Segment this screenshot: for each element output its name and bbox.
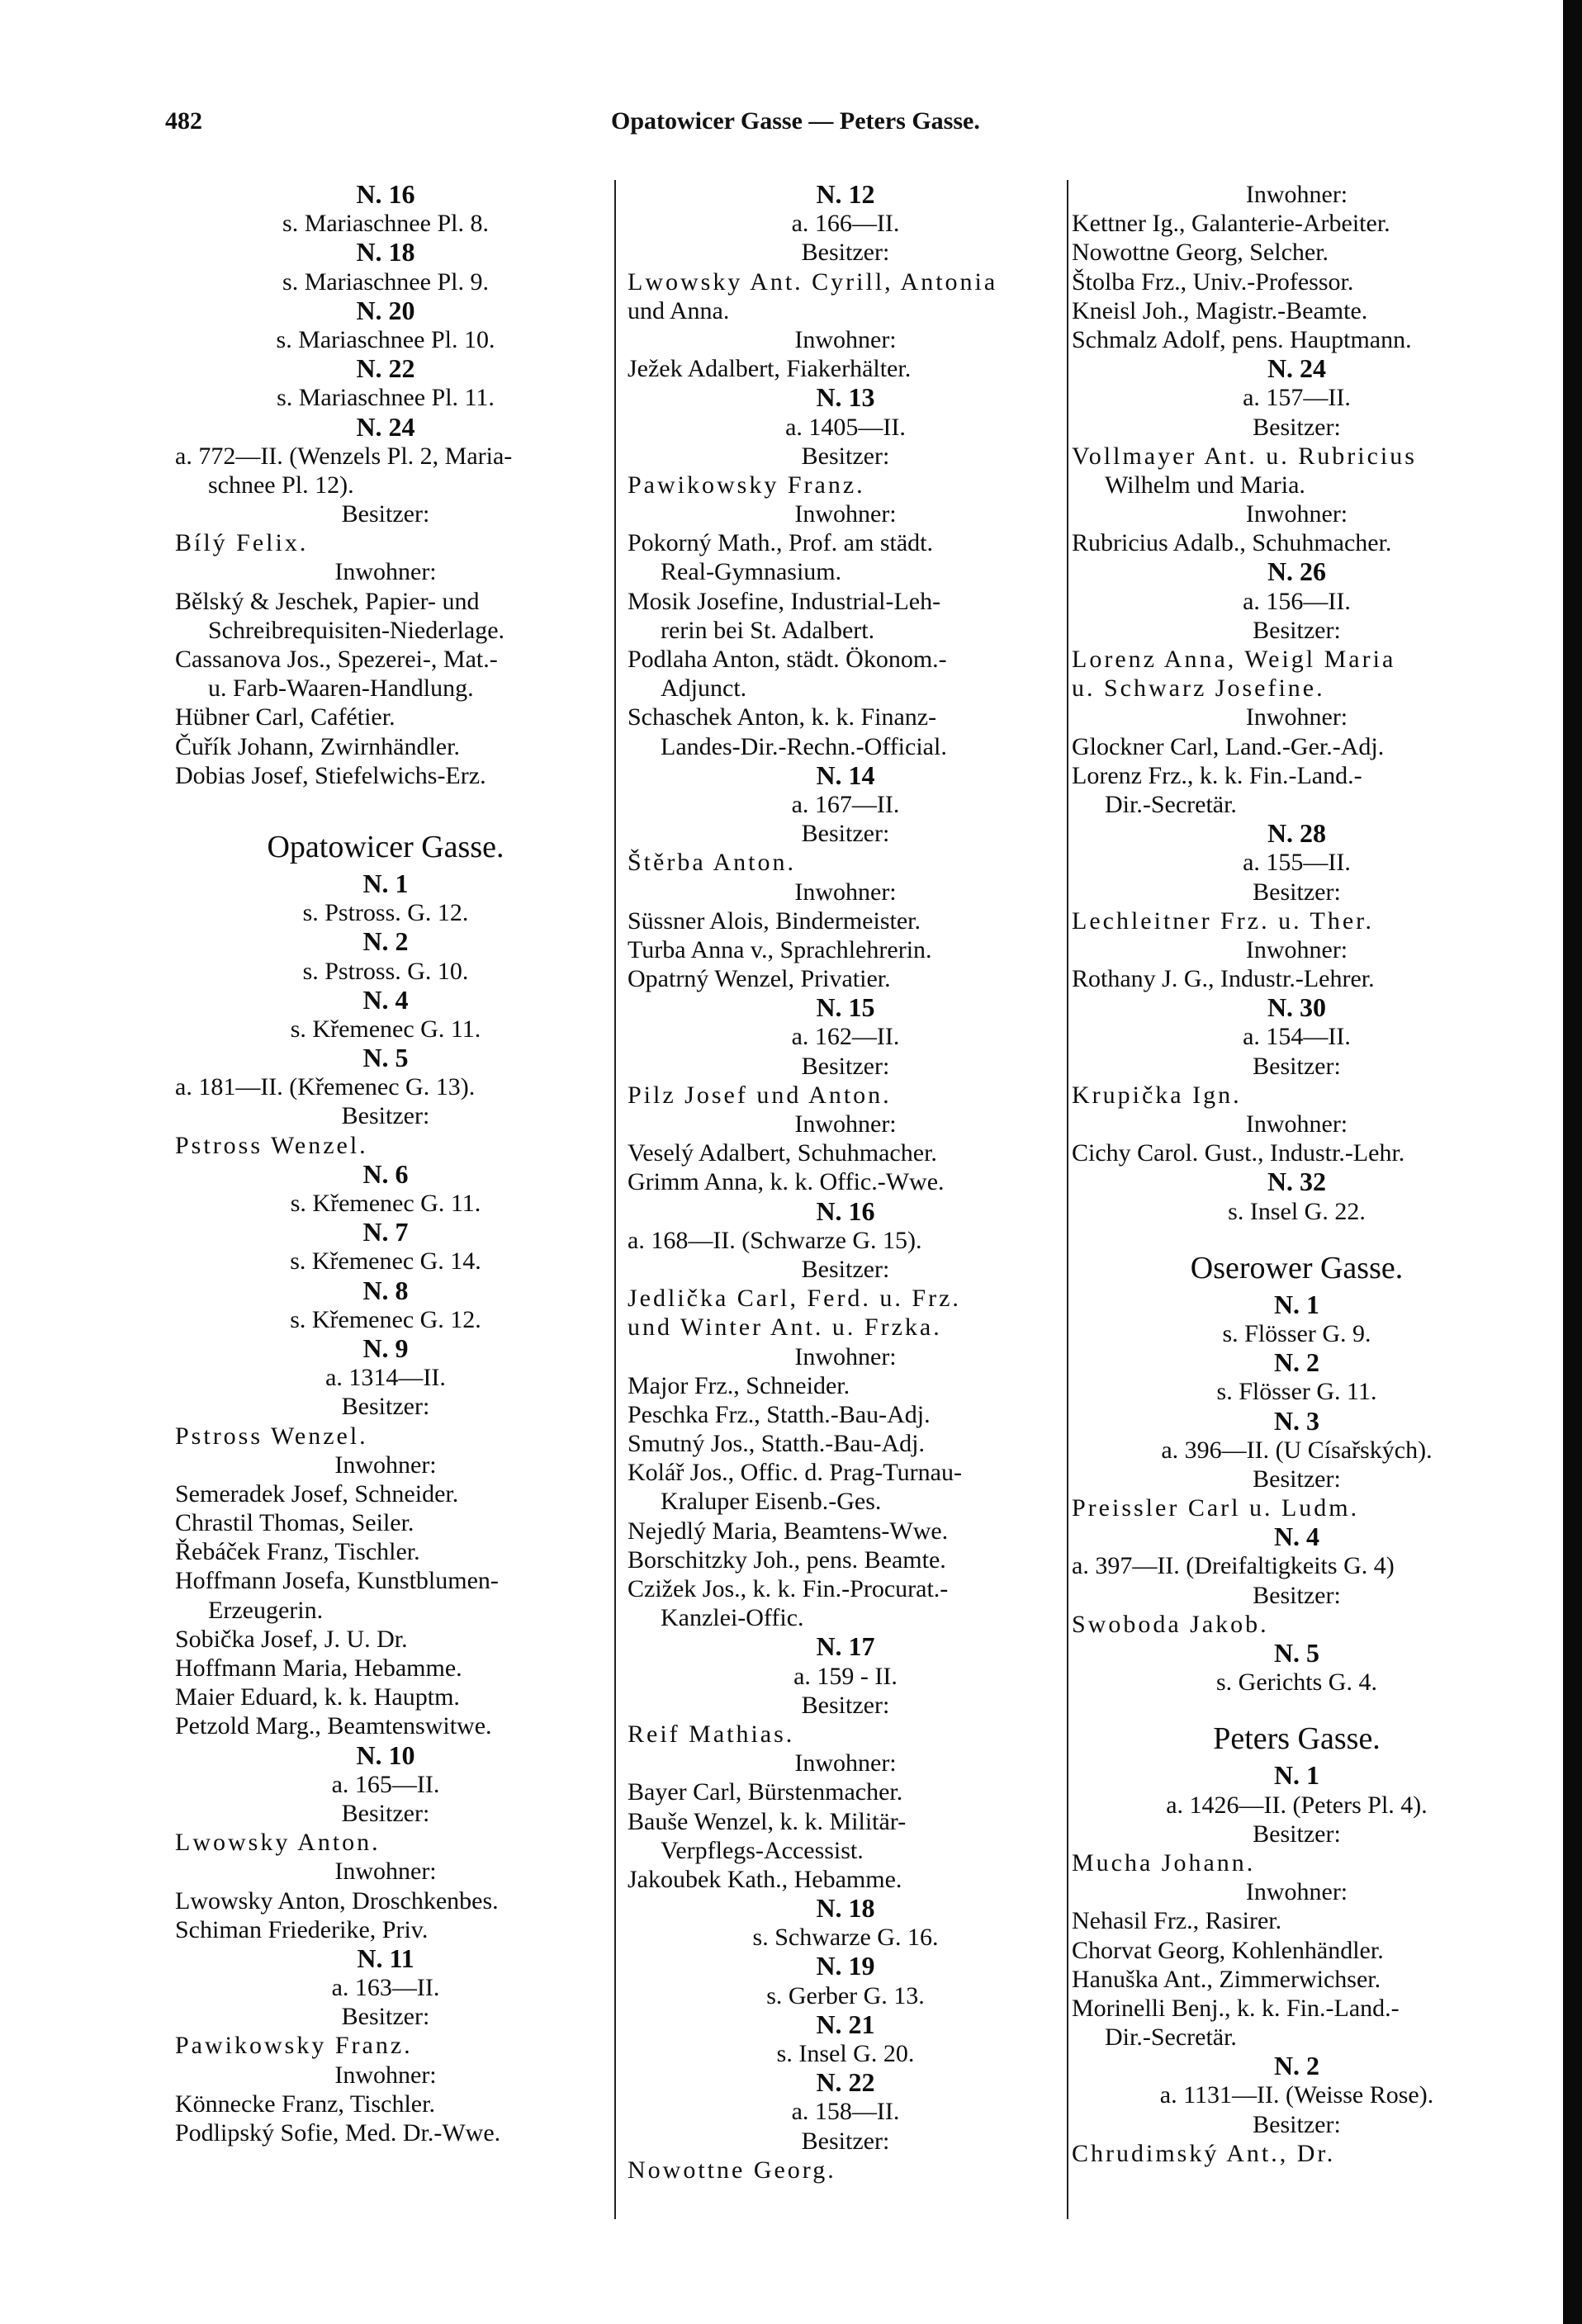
directory-line: Besitzer: — [801, 820, 890, 848]
directory-line: Besitzer: — [801, 2127, 890, 2155]
owner-name: Pawikowsky Franz. — [628, 471, 865, 499]
directory-line: Peschka Frz., Statth.-Bau-Adj. — [628, 1400, 931, 1428]
directory-line: Adjunct. — [661, 674, 747, 703]
directory-line: Besitzer: — [801, 1255, 890, 1283]
house-number: N. 6 — [362, 1158, 409, 1189]
house-number: N. 5 — [362, 1043, 409, 1073]
house-number: N. 11 — [357, 1943, 414, 1973]
house-number: N. 1 — [1273, 1760, 1320, 1791]
directory-line: Besitzer: — [1253, 616, 1341, 644]
directory-line: Jakoubek Kath., Hebamme. — [628, 1865, 902, 1893]
house-number: N. 18 — [356, 237, 415, 267]
house-number: N. 3 — [1273, 1405, 1320, 1436]
directory-line: u. Farb-Waaren-Handlung. — [208, 674, 474, 703]
house-number: N. 9 — [362, 1332, 409, 1363]
house-number: N. 16 — [356, 180, 415, 209]
directory-line: Besitzer: — [341, 1393, 430, 1421]
directory-line: Besitzer: — [801, 1691, 890, 1719]
directory-line: s. Pstross. G. 10. — [302, 957, 469, 985]
directory-line: Podlipský Sofie, Med. Dr.-Wwe. — [175, 2119, 501, 2147]
directory-line: s. Insel G. 22. — [1228, 1197, 1366, 1225]
running-title: Opatowicer Gasse — Peters Gasse. — [611, 107, 980, 135]
house-number: N. 14 — [816, 760, 875, 790]
directory-line: Sobička Josef, J. U. Dr. — [175, 1625, 408, 1653]
directory-line: Ježek Adalbert, Fiakerhälter. — [628, 355, 912, 383]
directory-line: Borschitzky Joh., pens. Beamte. — [628, 1545, 946, 1574]
directory-line: Major Frz., Schneider. — [628, 1371, 850, 1399]
directory-line: Schmalz Adolf, pens. Hauptmann. — [1072, 325, 1412, 353]
house-number: N. 21 — [816, 2009, 875, 2039]
house-number: N. 24 — [1267, 353, 1327, 384]
directory-line: Inwohner: — [794, 325, 897, 353]
directory-line: Grimm Anna, k. k. Offic.-Wwe. — [628, 1168, 945, 1196]
directory-line: Cassanova Jos., Spezerei-, Mat.- — [175, 646, 498, 673]
owner-name: Mucha Johann. — [1072, 1848, 1256, 1877]
directory-line: Mosik Josefine, Industrial-Leh- — [628, 587, 941, 615]
house-number: N. 4 — [1273, 1522, 1320, 1552]
directory-line: a. 158—II. — [791, 2098, 900, 2126]
directory-line: Besitzer: — [801, 1052, 890, 1080]
directory-line: a. 1405—II. — [785, 413, 906, 441]
house-number: N. 22 — [356, 353, 415, 384]
directory-line: Inwohner: — [334, 1858, 437, 1886]
directory-line: s. Flösser G. 9. — [1222, 1319, 1371, 1347]
directory-line: Dobias Josef, Stiefelwichs-Erz. — [175, 761, 486, 789]
directory-line: Besitzer: — [1253, 2110, 1341, 2138]
directory-line: a. 397—II. (Dreifaltigkeits G. 4) — [1072, 1552, 1395, 1580]
house-number: N. 24 — [356, 411, 415, 442]
directory-line: Opatrný Wenzel, Privatier. — [628, 965, 891, 993]
directory-line: Besitzer: — [341, 1799, 430, 1827]
directory-line: a. 167—II. — [791, 790, 900, 818]
directory-line: Lorenz Frz., k. k. Fin.-Land.- — [1072, 761, 1362, 789]
directory-line: a. 396—II. (U Císařských). — [1161, 1436, 1433, 1464]
directory-line: s. Křemenec G. 11. — [290, 1190, 481, 1217]
directory-line: a. 162—II. — [791, 1023, 900, 1051]
owner-name: Reif Mathias. — [628, 1720, 795, 1748]
directory-line: Besitzer: — [1253, 1465, 1341, 1493]
directory-line: Cichy Carol. Gust., Industr.-Lehr. — [1072, 1139, 1405, 1167]
directory-line: Chorvat Georg, Kohlenhändler. — [1072, 1936, 1384, 1964]
directory-line: a. 157—II. — [1243, 384, 1351, 412]
owner-name: Pawikowsky Franz. — [175, 2032, 413, 2060]
house-number: N. 30 — [1267, 992, 1327, 1023]
directory-line: Bělský & Jeschek, Papier- und — [175, 587, 480, 615]
directory-line: Kraluper Eisenb.-Ges. — [661, 1488, 882, 1516]
directory-line: Kolář Jos., Offic. d. Prag-Turnau- — [628, 1459, 962, 1487]
directory-line: schnee Pl. 12). — [208, 471, 354, 499]
directory-line: Inwohner: — [1245, 703, 1348, 731]
directory-line: Kettner Ig., Galanterie-Arbeiter. — [1072, 210, 1390, 238]
owner-name: Pilz Josef und Anton. — [628, 1081, 892, 1109]
house-number: N. 16 — [816, 1195, 875, 1226]
owner-name: und Winter Ant. u. Frzka. — [628, 1313, 942, 1342]
directory-line: s. Gerichts G. 4. — [1216, 1668, 1377, 1697]
house-number: N. 32 — [1267, 1167, 1327, 1197]
house-number: N. 15 — [816, 992, 875, 1023]
scan-edge — [1563, 0, 1582, 2324]
directory-line: Lwowsky Anton, Droschkenbes. — [175, 1886, 499, 1915]
directory-line: a. 772—II. (Wenzels Pl. 2, Maria- — [175, 442, 513, 470]
directory-line: a. 168—II. (Schwarze G. 15). — [628, 1226, 922, 1254]
directory-line: s. Mariaschnee Pl. 9. — [282, 267, 489, 296]
owner-name: Swoboda Jakob. — [1072, 1610, 1269, 1638]
directory-line: Schiman Friederike, Priv. — [175, 1915, 429, 1943]
house-number: N. 5 — [1273, 1638, 1320, 1668]
directory-line: a. 165—II. — [331, 1770, 440, 1798]
directory-line: Bauše Wenzel, k. k. Militär- — [628, 1807, 907, 1835]
directory-line: a. 154—II. — [1243, 1023, 1351, 1051]
house-number: N. 2 — [1273, 2051, 1320, 2081]
directory-line: Besitzer: — [1253, 413, 1341, 441]
owner-name: Chrudimský Ant., Dr. — [1072, 2139, 1336, 2167]
directory-line: Hoffmann Maria, Hebamme. — [175, 1654, 462, 1682]
house-number: N. 19 — [816, 1951, 875, 1981]
directory-line: Nehasil Frz., Rasirer. — [1072, 1907, 1282, 1935]
directory-line: Erzeugerin. — [208, 1596, 324, 1624]
directory-line: a. 181—II. (Křemenec G. 13). — [175, 1073, 476, 1101]
directory-line: Inwohner: — [794, 500, 897, 528]
directory-line: a. 166—II. — [791, 210, 900, 238]
column-middle — [628, 180, 1063, 2227]
directory-line: s. Mariaschnee Pl. 11. — [277, 384, 495, 412]
directory-line: Nowottne Georg, Selcher. — [1072, 239, 1329, 267]
owner-name: Lwowsky Anton. — [175, 1829, 381, 1857]
owner-name: Krupička Ign. — [1072, 1081, 1242, 1109]
house-number: N. 1 — [1273, 1289, 1320, 1319]
directory-line: a. 1426—II. (Peters Pl. 4). — [1166, 1791, 1428, 1819]
owner-name: Lechleitner Frz. u. Ther. — [1072, 906, 1375, 935]
directory-line: Inwohner: — [334, 558, 437, 586]
directory-line: Besitzer: — [801, 442, 890, 470]
spacer — [175, 790, 596, 805]
directory-line: Verpflegs-Accessist. — [661, 1836, 864, 1864]
house-number: N. 18 — [816, 1893, 875, 1924]
directory-line: Pokorný Math., Prof. am städt. — [628, 529, 933, 557]
column-left — [175, 180, 596, 2227]
directory-line: Chrastil Thomas, Seiler. — [175, 1509, 414, 1537]
directory-line: a. 159 - II. — [793, 1662, 898, 1690]
column-right — [1072, 180, 1522, 2227]
directory-line: Besitzer: — [1253, 1820, 1341, 1848]
directory-line: Czižek Jos., k. k. Fin.-Procurat.- — [628, 1575, 949, 1602]
directory-line: a. 163—II. — [331, 1974, 440, 2002]
owner-name: Bílý Felix. — [175, 529, 309, 557]
directory-line: Schaschek Anton, k. k. Finanz- — [628, 703, 937, 731]
directory-line: Hoffmann Josefa, Kunstblumen- — [175, 1567, 499, 1595]
directory-line: Veselý Adalbert, Schuhmacher. — [628, 1139, 937, 1167]
directory-line: Hanuška Ant., Zimmerwichser. — [1072, 1965, 1381, 1993]
house-number: N. 4 — [362, 984, 409, 1015]
directory-line: Dir.-Secretär. — [1105, 2023, 1237, 2052]
directory-line: Inwohner: — [1245, 500, 1348, 528]
directory-line: Rothany J. G., Industr.-Lehrer. — [1072, 965, 1375, 993]
house-number: N. 7 — [362, 1217, 409, 1247]
directory-line: Bayer Carl, Bürstenmacher. — [628, 1778, 903, 1806]
directory-line: a. 1131—II. (Weisse Rose). — [1159, 2081, 1434, 2109]
directory-line: Smutný Jos., Statth.-Bau-Adj. — [628, 1430, 926, 1458]
directory-line: Inwohner: — [794, 1749, 897, 1777]
house-number: N. 22 — [816, 2067, 875, 2098]
directory-line: Real-Gymnasium. — [661, 558, 842, 586]
directory-line: Štolba Frz., Univ.-Professor. — [1072, 267, 1354, 296]
directory-line: Podlaha Anton, städt. Ökonom.- — [628, 646, 947, 673]
directory-line: Besitzer: — [1253, 1052, 1341, 1080]
column-divider — [614, 180, 616, 2219]
column-divider — [1067, 180, 1068, 2219]
house-number: N. 8 — [362, 1275, 409, 1305]
directory-line: Inwohner: — [334, 2061, 437, 2089]
directory-line: Besitzer: — [1253, 1581, 1341, 1609]
directory-line: Glockner Carl, Land.-Ger.-Adj. — [1072, 732, 1385, 760]
directory-line: Inwohner: — [794, 1110, 897, 1138]
directory-line: s. Schwarze G. 16. — [752, 1924, 939, 1952]
directory-line: Inwohner: — [1245, 181, 1348, 208]
directory-line: Inwohner: — [794, 878, 897, 906]
directory-line: s. Křemenec G. 12. — [290, 1305, 481, 1333]
directory-line: und Anna. — [628, 296, 730, 324]
directory-line: a. 155—II. — [1243, 849, 1351, 877]
house-number: N. 20 — [356, 295, 415, 325]
directory-line: Besitzer: — [341, 2003, 430, 2031]
directory-line: Könnecke Franz, Tischler. — [175, 2090, 435, 2118]
directory-line: Kneisl Joh., Magistr.-Beamte. — [1072, 296, 1368, 324]
directory-line: Čuřík Johann, Zwirnhändler. — [175, 732, 460, 760]
directory-line: Besitzer: — [341, 1102, 430, 1130]
house-number: N. 2 — [1273, 1347, 1320, 1378]
house-number: N. 26 — [1267, 556, 1327, 587]
directory-line: Turba Anna v., Sprachlehrerin. — [628, 935, 932, 963]
owner-name: Štěrba Anton. — [628, 849, 796, 877]
directory-line: Süssner Alois, Bindermeister. — [628, 906, 921, 935]
directory-line: s. Mariaschnee Pl. 8. — [282, 210, 489, 238]
owner-name: u. Schwarz Josefine. — [1072, 674, 1325, 703]
page-header — [165, 107, 1486, 144]
directory-line: Dir.-Secretär. — [1105, 790, 1237, 818]
house-number: N. 28 — [1267, 818, 1327, 849]
directory-line: s. Flösser G. 11. — [1216, 1378, 1377, 1406]
owner-name: Lwowsky Ant. Cyrill, Antonia — [628, 267, 998, 296]
street-heading: Opatowicer Gasse. — [267, 829, 504, 864]
house-number: N. 2 — [362, 926, 409, 957]
owner-name: Pstross Wenzel. — [175, 1422, 368, 1450]
street-heading: Peters Gasse. — [1213, 1721, 1381, 1757]
directory-line: s. Pstross. G. 12. — [302, 899, 469, 927]
street-heading: Oserower Gasse. — [1190, 1250, 1404, 1285]
owner-name: Nowottne Georg. — [628, 2156, 836, 2184]
directory-line: Besitzer: — [341, 500, 430, 528]
owner-name: Pstross Wenzel. — [175, 1131, 368, 1159]
directory-line: rerin bei St. Adalbert. — [661, 616, 875, 644]
owner-name: Lorenz Anna, Weigl Maria — [1072, 646, 1396, 673]
house-number: N. 13 — [816, 382, 875, 413]
directory-line: a. 1314—II. — [325, 1364, 446, 1392]
directory-line: Besitzer: — [1253, 878, 1341, 906]
directory-line: Maier Eduard, k. k. Hauptm. — [175, 1683, 460, 1711]
directory-line: Inwohner: — [794, 1342, 897, 1370]
directory-line: Nejedlý Maria, Beamtens-Wwe. — [628, 1517, 949, 1545]
directory-line: Inwohner: — [1245, 935, 1348, 963]
directory-line: Hübner Carl, Cafétier. — [175, 703, 396, 731]
directory-line: Landes-Dir.-Rechn.-Official. — [661, 732, 947, 760]
directory-line: Wilhelm und Maria. — [1105, 471, 1305, 499]
directory-line: Řebáček Franz, Tischler. — [175, 1538, 420, 1566]
owner-name: Preissler Carl u. Ludm. — [1072, 1494, 1360, 1522]
directory-line: Inwohner: — [334, 1451, 437, 1479]
directory-line: Inwohner: — [1245, 1878, 1348, 1906]
directory-line: Kanzlei-Offic. — [661, 1604, 804, 1632]
directory-line: Schreibrequisiten-Niederlage. — [208, 616, 505, 644]
directory-line: Morinelli Benj., k. k. Fin.-Land.- — [1072, 1994, 1400, 2022]
owner-name: Jedlička Carl, Ferd. u. Frz. — [628, 1285, 961, 1313]
directory-line: Rubricius Adalb., Schuhmacher. — [1072, 529, 1392, 557]
directory-line: Besitzer: — [801, 239, 890, 267]
directory-line: Semeradek Josef, Schneider. — [175, 1479, 459, 1508]
directory-line: a. 156—II. — [1243, 587, 1351, 615]
owner-name: Vollmayer Ant. u. Rubricius — [1072, 442, 1417, 470]
house-number: N. 17 — [816, 1631, 875, 1662]
directory-line: Inwohner: — [1245, 1110, 1348, 1138]
house-number: N. 10 — [356, 1739, 415, 1770]
directory-line: s. Insel G. 20. — [776, 2040, 915, 2067]
house-number: N. 1 — [362, 868, 409, 898]
directory-line: s. Křemenec G. 14. — [290, 1247, 481, 1276]
directory-line: s. Křemenec G. 11. — [290, 1015, 481, 1043]
directory-line: Petzold Marg., Beamtenswitwe. — [175, 1712, 492, 1740]
house-number: N. 12 — [816, 180, 875, 209]
directory-line: s. Gerber G. 13. — [766, 1981, 925, 2009]
page-number: 482 — [165, 107, 202, 135]
directory-line: s. Mariaschnee Pl. 10. — [276, 325, 495, 353]
